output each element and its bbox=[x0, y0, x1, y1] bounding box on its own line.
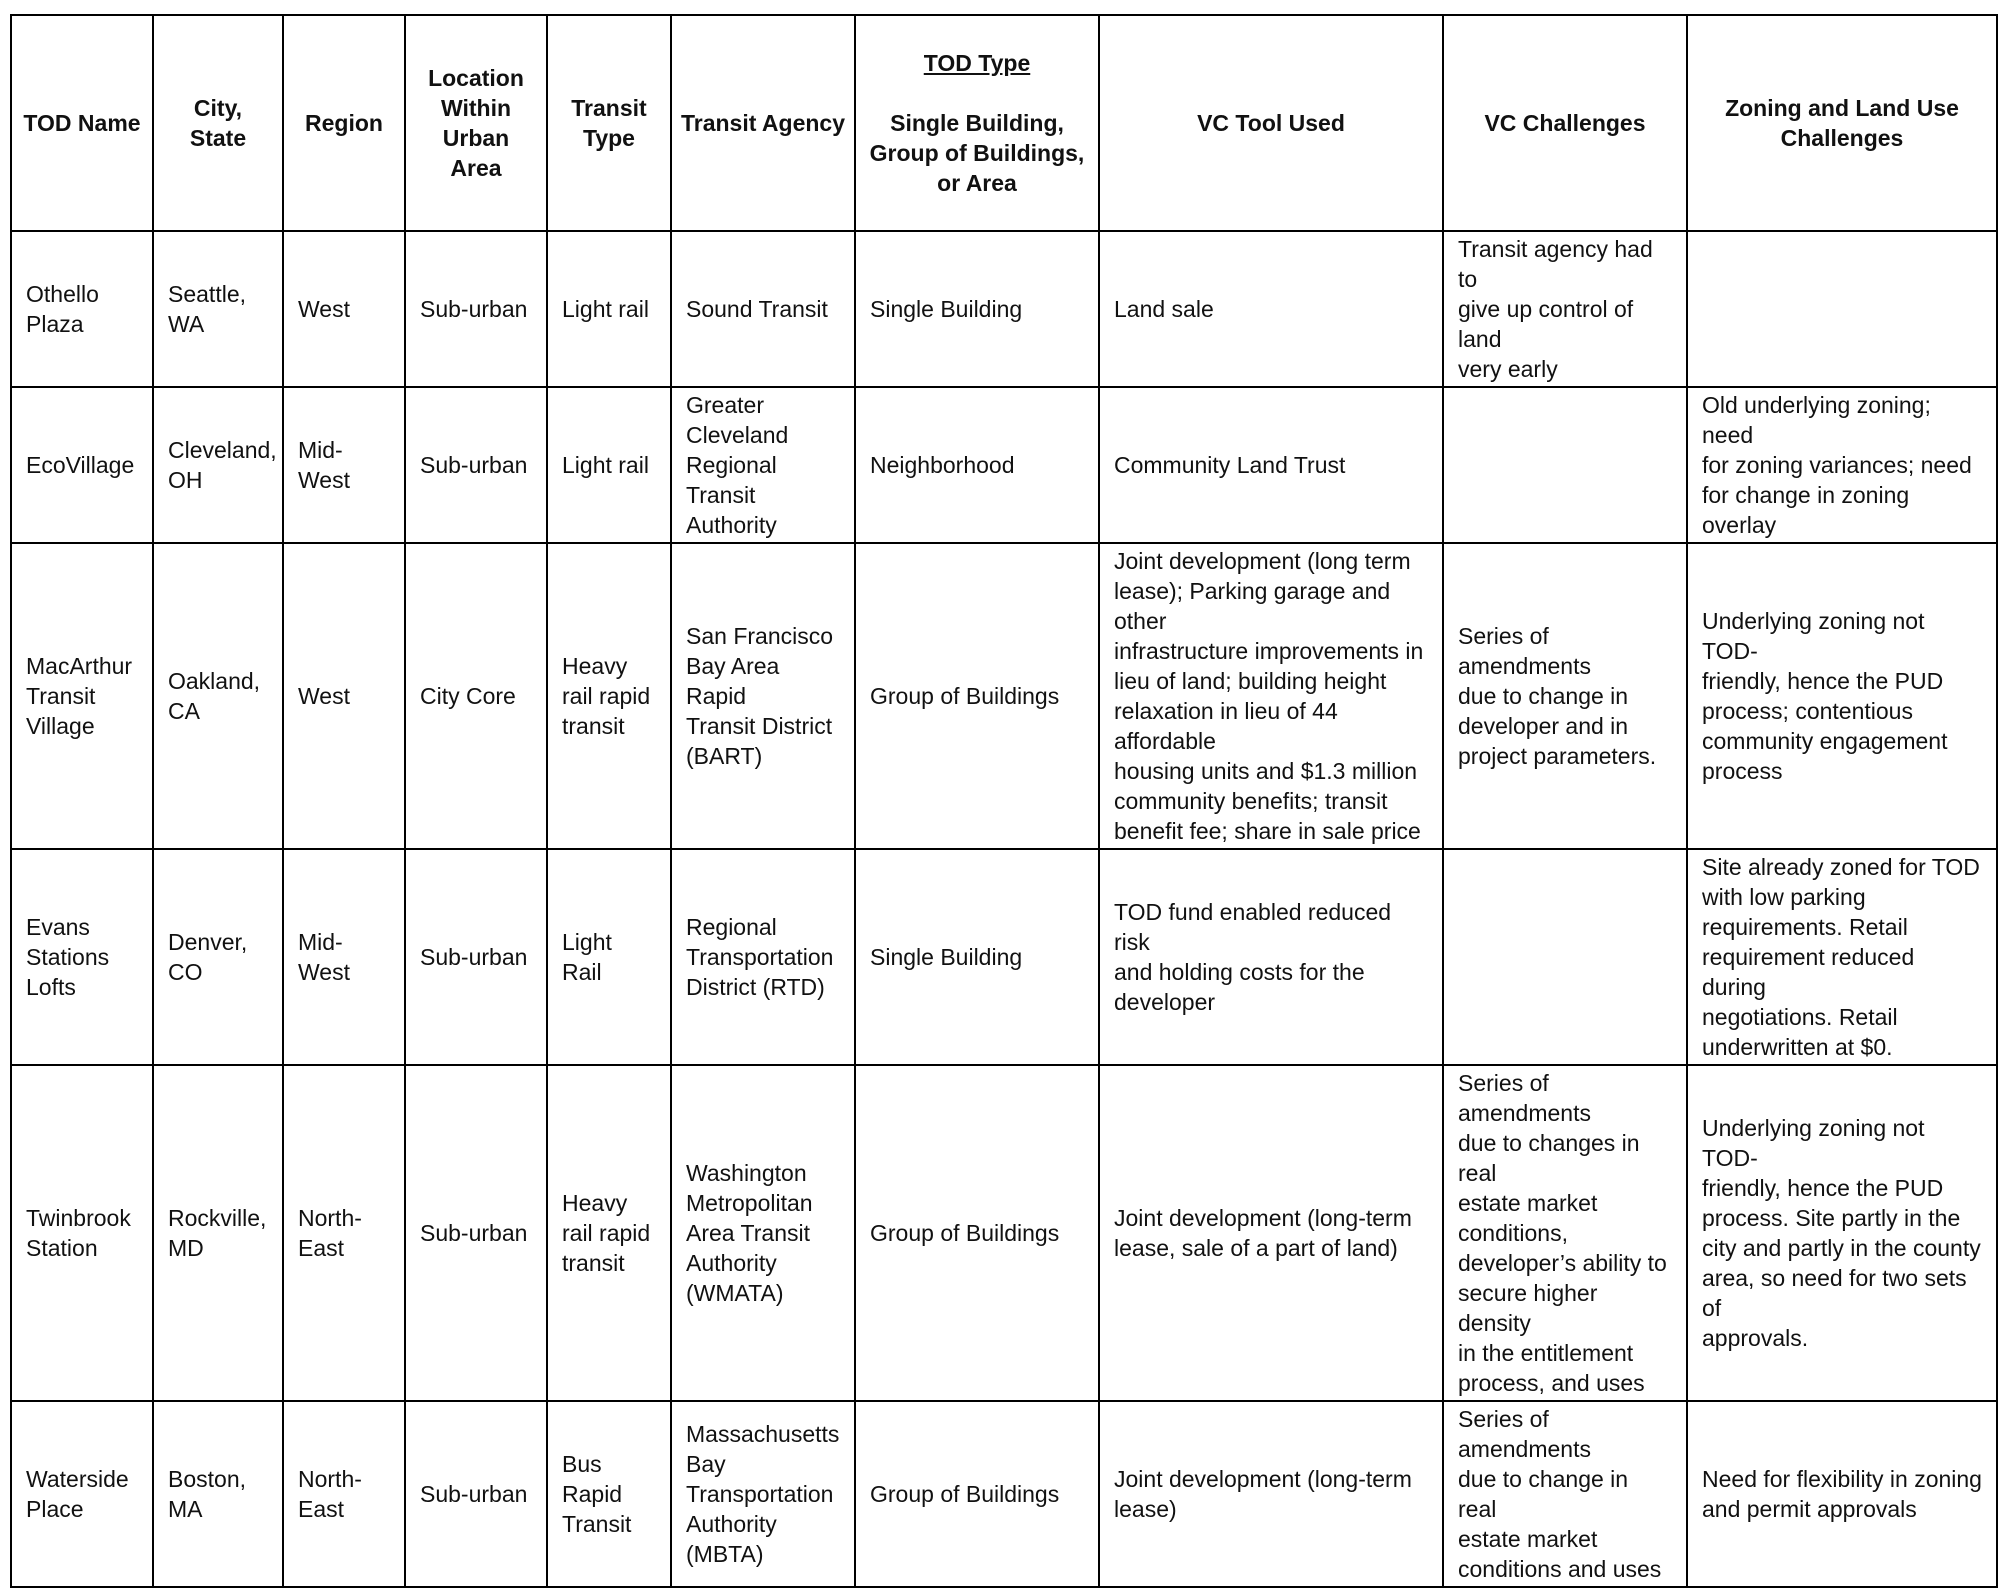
header-location: Location Within Urban Area bbox=[405, 15, 547, 231]
cell-zoning-challenges bbox=[1687, 231, 1997, 387]
cell-tod-name: MacArthur Transit Village bbox=[11, 543, 153, 849]
table-row bbox=[11, 1401, 1997, 1587]
cell-transit-type: Light rail bbox=[547, 231, 671, 387]
cell-transit-agency: Greater Cleveland Regional Transit Authority bbox=[671, 387, 855, 543]
cell-transit-agency: Massachusetts Bay Transportation Authority (MBTA) bbox=[671, 1401, 855, 1587]
cell-region: West bbox=[283, 543, 405, 849]
cell-transit-type: Heavy rail rapid transit bbox=[547, 543, 671, 849]
cell-vc-tool: Joint development (long-term lease, sale of a part of land) bbox=[1099, 1065, 1443, 1401]
cell-vc-challenges: Series of amendments due to change in real estate market conditions and uses bbox=[1443, 1401, 1687, 1587]
cell-tod-name: Twinbrook Station bbox=[11, 1065, 153, 1401]
header-tod-type-sub: Single Building, Group of Buildings, or Area bbox=[869, 110, 1085, 196]
cell-vc-tool: Land sale bbox=[1099, 231, 1443, 387]
cell-region: West bbox=[283, 231, 405, 387]
cell-city-state: Seattle, WA bbox=[153, 231, 283, 387]
table-row bbox=[11, 849, 1997, 1065]
cell-zoning-challenges: Old underlying zoning; need for zoning variances; need for change in zoning overlay bbox=[1687, 387, 1997, 543]
cell-tod-name: Othello Plaza bbox=[11, 231, 153, 387]
table-row bbox=[11, 543, 1997, 849]
cell-region: Mid-West bbox=[283, 849, 405, 1065]
cell-transit-agency: Washington Metropolitan Area Transit Authority (WMATA) bbox=[671, 1065, 855, 1401]
cell-vc-challenges bbox=[1443, 849, 1687, 1065]
cell-tod-type: Neighborhood bbox=[855, 387, 1099, 543]
header-vc-challenges: VC Challenges bbox=[1443, 15, 1687, 231]
cell-city-state: Oakland, CA bbox=[153, 543, 283, 849]
cell-tod-name: EcoVillage bbox=[11, 387, 153, 543]
cell-vc-tool: TOD fund enabled reduced risk and holding costs for the developer bbox=[1099, 849, 1443, 1065]
cell-zoning-challenges: Underlying zoning not TOD- friendly, hence the PUD process; contentious community engagement process bbox=[1687, 543, 1997, 849]
cell-vc-challenges bbox=[1443, 387, 1687, 543]
cell-transit-agency: Regional Transportation District (RTD) bbox=[671, 849, 855, 1065]
cell-location: Sub-urban bbox=[405, 1065, 547, 1401]
cell-region: North- East bbox=[283, 1065, 405, 1401]
cell-tod-type: Group of Buildings bbox=[855, 1065, 1099, 1401]
cell-vc-challenges: Series of amendments due to changes in real estate market conditions, developer’s ability to secure higher density in the entitlement process, and uses bbox=[1443, 1065, 1687, 1401]
table-row bbox=[11, 1065, 1997, 1401]
cell-location: Sub-urban bbox=[405, 1401, 547, 1587]
cell-region: North- East bbox=[283, 1401, 405, 1587]
cell-tod-type: Group of Buildings bbox=[855, 1401, 1099, 1587]
cell-transit-type: Heavy rail rapid transit bbox=[547, 1065, 671, 1401]
table-row bbox=[11, 231, 1997, 387]
cell-transit-type: Bus Rapid Transit bbox=[547, 1401, 671, 1587]
cell-tod-type: Single Building bbox=[855, 231, 1099, 387]
cell-tod-type: Single Building bbox=[855, 849, 1099, 1065]
cell-location: Sub-urban bbox=[405, 387, 547, 543]
tod-case-study-table bbox=[10, 14, 1998, 1588]
cell-transit-type: Light rail bbox=[547, 387, 671, 543]
header-region: Region bbox=[283, 15, 405, 231]
cell-zoning-challenges: Need for flexibility in zoning and permit approvals bbox=[1687, 1401, 1997, 1587]
cell-zoning-challenges: Site already zoned for TOD with low parking requirements. Retail requirement reduced during negotiations. Retail underwritten at $0. bbox=[1687, 849, 1997, 1065]
header-tod-type-main: TOD Type bbox=[923, 50, 1031, 76]
cell-vc-challenges: Transit agency had to give up control of land very early bbox=[1443, 231, 1687, 387]
cell-tod-name: Evans Stations Lofts bbox=[11, 849, 153, 1065]
cell-vc-tool: Joint development (long-term lease) bbox=[1099, 1401, 1443, 1587]
cell-vc-challenges: Series of amendments due to change in developer and in project parameters. bbox=[1443, 543, 1687, 849]
header-vc-tool: VC Tool Used bbox=[1099, 15, 1443, 231]
header-city-state: City, State bbox=[153, 15, 283, 231]
header-transit-agency: Transit Agency bbox=[671, 15, 855, 231]
cell-transit-agency: San Francisco Bay Area Rapid Transit District (BART) bbox=[671, 543, 855, 849]
cell-transit-agency: Sound Transit bbox=[671, 231, 855, 387]
header-transit-type: Transit Type bbox=[547, 15, 671, 231]
table-row bbox=[11, 387, 1997, 543]
cell-transit-type: Light Rail bbox=[547, 849, 671, 1065]
header-zoning-challenges: Zoning and Land Use Challenges bbox=[1687, 15, 1997, 231]
cell-location: Sub-urban bbox=[405, 231, 547, 387]
cell-region: Mid-West bbox=[283, 387, 405, 543]
header-tod-type bbox=[855, 15, 1099, 231]
cell-tod-type: Group of Buildings bbox=[855, 543, 1099, 849]
header-tod-name: TOD Name bbox=[11, 15, 153, 231]
cell-tod-name: Waterside Place bbox=[11, 1401, 153, 1587]
cell-city-state: Denver, CO bbox=[153, 849, 283, 1065]
cell-location: Sub-urban bbox=[405, 849, 547, 1065]
header-row bbox=[11, 15, 1997, 231]
cell-city-state: Rockville, MD bbox=[153, 1065, 283, 1401]
cell-location: City Core bbox=[405, 543, 547, 849]
cell-vc-tool: Community Land Trust bbox=[1099, 387, 1443, 543]
cell-zoning-challenges: Underlying zoning not TOD- friendly, hence the PUD process. Site partly in the city and partly in the county area, so need for two sets of approvals. bbox=[1687, 1065, 1997, 1401]
cell-vc-tool: Joint development (long term lease); Parking garage and other infrastructure improvements in lieu of land; building height relaxation in lieu of 44 affordable housing units and $1.3 million community benefits; transit benefit fee; share in sale price bbox=[1099, 543, 1443, 849]
cell-city-state: Boston, MA bbox=[153, 1401, 283, 1587]
cell-city-state: Cleveland, OH bbox=[153, 387, 283, 543]
